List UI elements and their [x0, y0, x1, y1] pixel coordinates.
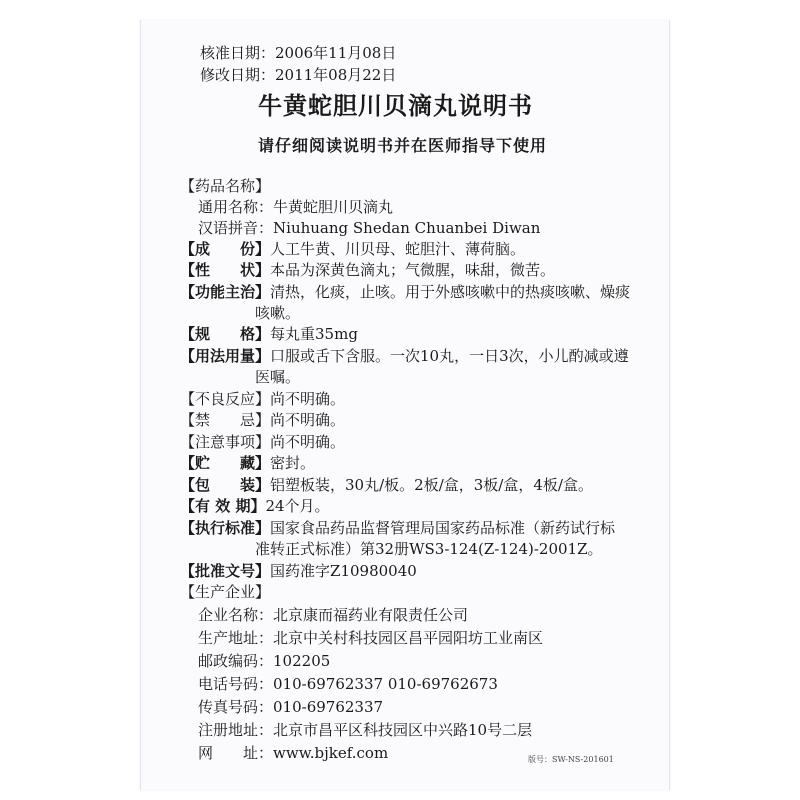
usage-label: 【用法用量】 — [180, 347, 271, 365]
pinyin-value: Niuhuang Shedan Chuanbei Diwan — [273, 219, 541, 237]
appearance-label: 【性 状】 — [180, 261, 271, 279]
pinyin-label: 汉语拼音： — [198, 219, 274, 237]
manufacturer-heading: 【生产企业】 — [180, 583, 271, 601]
page-subtitle: 请仔细阅读说明书并在医师指导下使用 — [258, 136, 548, 155]
production-address-label: 生产地址： — [198, 629, 274, 647]
registered-address-value: 北京市昌平区科技园区中兴路10号二层 — [273, 721, 533, 739]
package-label: 【包 装】 — [180, 476, 271, 494]
indication-row — [180, 281, 630, 302]
approval-value: 国药准字Z10980040 — [270, 562, 417, 580]
fax-row — [198, 696, 383, 717]
revise-date: 修改日期：2011年08月22日 — [200, 66, 397, 84]
usage-line2: 医嘱。 — [255, 368, 301, 386]
website-label: 网 址： — [198, 744, 274, 762]
postcode-value: 102205 — [273, 652, 331, 670]
precautions-label: 【注意事项】 — [180, 433, 271, 451]
indication-label: 【功能主治】 — [180, 283, 271, 301]
indication-line1: 清热，化痰，止咳。用于外感咳嗽中的热痰咳嗽、燥痰 — [270, 283, 631, 301]
usage-row — [180, 345, 629, 366]
ingredients-label: 【成 份】 — [180, 240, 271, 258]
usage-line1: 口服或舌下含服。一次10丸，一日3次，小儿酌减或遵 — [270, 347, 629, 365]
postcode-label: 邮政编码： — [198, 652, 274, 670]
common-name-value: 牛黄蛇胆川贝滴丸 — [273, 198, 394, 216]
appearance-row — [180, 259, 555, 280]
common-name-label: 通用名称： — [198, 198, 274, 216]
standard-row — [180, 517, 615, 538]
ingredients-row — [180, 238, 525, 259]
adverse-label: 【不良反应】 — [180, 390, 271, 408]
contraindication-label: 【禁 忌】 — [180, 411, 271, 429]
phone-label: 电话号码： — [198, 675, 274, 693]
validity-row — [180, 495, 330, 516]
phone-value: 010-69762337 010-69762673 — [273, 675, 498, 693]
precautions-row — [180, 431, 345, 452]
ingredients-value: 人工牛黄、川贝母、蛇胆汁、薄荷脑。 — [270, 240, 526, 258]
contraindication-value: 尚不明确。 — [270, 411, 346, 429]
production-address-value: 北京中关村科技园区昌平园阳坊工业南区 — [273, 629, 544, 647]
approval-label: 【批准文号】 — [180, 562, 271, 580]
appearance-value: 本品为深黄色滴丸；气微腥，味甜，微苦。 — [270, 261, 556, 279]
website-row — [198, 742, 388, 763]
approval-row — [180, 560, 417, 581]
indication-line2: 咳嗽。 — [255, 304, 301, 322]
website-value: www.bjkef.com — [273, 744, 389, 762]
spec-row — [180, 323, 358, 344]
contraindication-row — [180, 409, 345, 430]
registered-address-row — [198, 719, 532, 740]
adverse-row — [180, 388, 345, 409]
company-name-value: 北京康而福药业有限责任公司 — [273, 606, 469, 624]
fax-value: 010-69762337 — [273, 698, 384, 716]
storage-row — [180, 452, 315, 473]
version-number: 版号：SW-NS-201601 — [528, 755, 614, 764]
production-address-row — [198, 627, 543, 648]
package-value: 铝塑板装，30丸/板。2板/盒，3板/盒，4板/盒。 — [270, 476, 593, 494]
storage-label: 【贮 藏】 — [180, 454, 271, 472]
validity-label: 【有 效 期】 — [180, 497, 266, 515]
precautions-value: 尚不明确。 — [270, 433, 346, 451]
postcode-row — [198, 650, 330, 671]
package-row — [180, 474, 593, 495]
adverse-value: 尚不明确。 — [270, 390, 346, 408]
spec-label: 【规 格】 — [180, 325, 271, 343]
standard-line2: 准转正式标准）第32册WS3-124(Z-124)-2001Z。 — [255, 540, 603, 558]
company-name-label: 企业名称： — [198, 606, 274, 624]
page-title: 牛黄蛇胆川贝滴丸说明书 — [258, 91, 533, 120]
standard-line1: 国家食品药品监督管理局国家药品标准（新药试行标 — [270, 519, 616, 537]
validity-value: 24个月。 — [265, 497, 330, 515]
fax-label: 传真号码： — [198, 698, 274, 716]
company-name-row — [198, 604, 468, 625]
phone-row — [198, 673, 498, 694]
storage-value: 密封。 — [270, 454, 316, 472]
approve-date: 核准日期：2006年11月08日 — [200, 44, 397, 62]
registered-address-label: 注册地址： — [198, 721, 274, 739]
standard-label: 【执行标准】 — [180, 519, 271, 537]
pinyin-row — [198, 217, 540, 238]
drug-name-heading: 【药品名称】 — [180, 177, 271, 195]
common-name-row — [198, 196, 393, 217]
spec-value: 每丸重35mg — [270, 325, 358, 343]
